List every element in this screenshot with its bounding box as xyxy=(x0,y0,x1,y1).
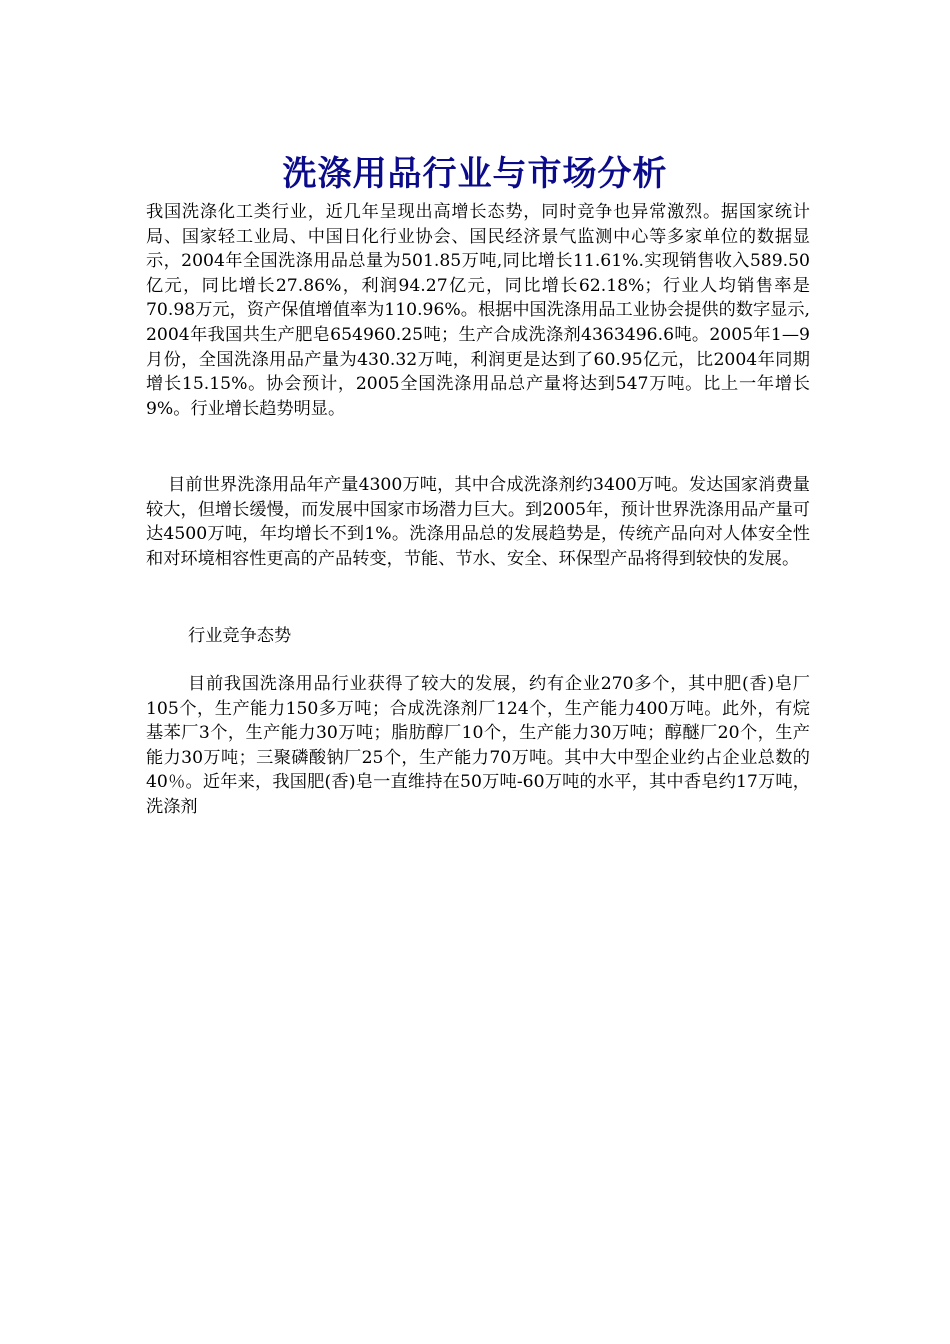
section-heading-competition: 行业竞争态势 xyxy=(188,626,292,646)
document-title: 洗涤用品行业与市场分析 xyxy=(282,154,668,194)
paragraph-competition-details: 目前我国洗涤用品行业获得了较大的发展，约有企业270多个，其中肥(香)皂厂105个，生产能力150多万吨；合成洗涤剂厂124个，生产能力400万吨。此外，有烷基苯厂3个，生产能力30万吨；脂肪醇厂10个，生产能力30万吨；醇醚厂20个，生产能力30万吨；三聚磷酸钠厂25个，生产能力70万吨。其中大中型企业约占企业总数的40％。近年来，我国肥(香)皂一直维持在50万吨-60万吨的水平，其中香皂约17万吨，洗涤剂 xyxy=(146,674,810,817)
paragraph-world-production: 目前世界洗涤用品年产量4300万吨，其中合成洗涤剂约3400万吨。发达国家消费量较大，但增长缓慢，而发展中国家市场潜力巨大。到2005年，预计世界洗涤用品产量可达4500万吨，年均增长不到1%。洗涤用品总的发展趋势是，传统产品向对人体安全性和对环境相容性更高的产品转变，节能、节水、安全、环保型产品将得到较快的发展。 xyxy=(146,475,810,569)
paragraph-industry-growth: 我国洗涤化工类行业，近几年呈现出高增长态势，同时竞争也异常激烈。据国家统计局、国家轻工业局、中国日化行业协会、国民经济景气监测中心等多家单位的数据显示，2004年全国洗涤用品总量为501.85万吨,同比增长11.61%.实现销售收入589.50亿元，同比增长27.86%，利润94.27亿元，同比增长62.18%；行业人均销售率是70.98万元，资产保值增值率为110.96%。根据中国洗涤用品工业协会提供的数字显示, 2004年我国共生产肥皂654960.25吨；生产合成洗涤剂4363496.6吨。2005年1—9月份，全国洗涤用品产量为430.32万吨，利润更是达到了60.95亿元，比2004年同期增长15.15%。协会预计，2005全国洗涤用品总产量将达到547万吨。比上一年增长9%。行业增长趋势明显。 xyxy=(146,202,810,419)
